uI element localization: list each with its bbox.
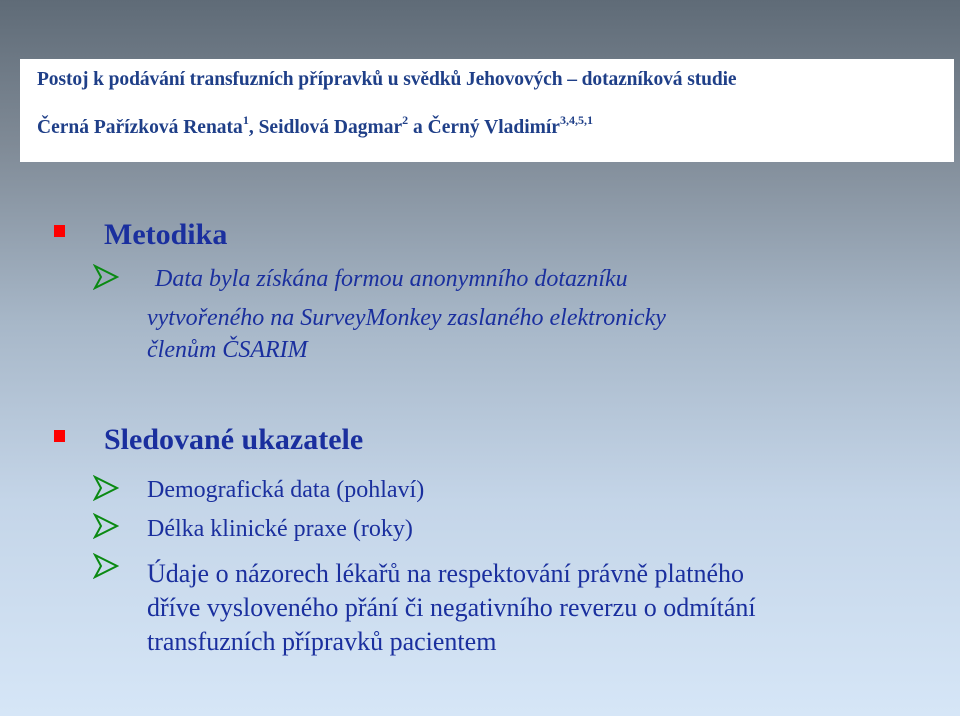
red-square-bullet-icon xyxy=(54,225,65,237)
red-square-bullet-icon xyxy=(54,430,65,442)
arrowhead-bullet-icon xyxy=(93,264,119,290)
arrowhead-bullet-icon xyxy=(93,513,119,539)
author-name: Seidlová Dagmar xyxy=(258,117,403,138)
metodika-line: vytvořeného na SurveyMonkey zaslaného elektronicky xyxy=(147,305,666,331)
author-separator: a xyxy=(408,117,428,138)
arrowhead-bullet-icon xyxy=(93,553,119,579)
section-heading-metodika: Metodika xyxy=(104,218,228,251)
study-title: Postoj k podávání transfuzních přípravků u svědků Jehovových – dotazníková studie xyxy=(37,69,737,90)
author-affiliation: 2 xyxy=(402,113,409,127)
ukazatel-line: Demografická data (pohlaví) xyxy=(147,477,425,503)
metodika-line: Data byla získána formou anonymního dotazníku xyxy=(155,266,628,292)
ukazatel-line: transfuzních přípravků pacientem xyxy=(147,627,497,656)
arrowhead-bullet-icon xyxy=(93,475,119,501)
ukazatel-line: dříve vysloveného přání či negativního reverzu o odmítání xyxy=(147,593,756,622)
author-name: Černá Pařízková Renata xyxy=(37,117,243,138)
study-authors xyxy=(37,113,593,139)
author-affiliation: 3,4,5,1 xyxy=(559,113,593,127)
metodika-line: členům ČSARIM xyxy=(147,337,308,363)
section-heading-ukazatele: Sledované ukazatele xyxy=(104,423,364,456)
study-header xyxy=(20,59,954,162)
ukazatel-line: Údaje o názorech lékařů na respektování právně platného xyxy=(147,559,745,588)
ukazatel-line: Délka klinické praxe (roky) xyxy=(147,516,413,542)
author-affiliation: 1 xyxy=(242,113,249,127)
author-separator: , xyxy=(248,117,259,138)
author-name: Černý Vladimír xyxy=(427,117,560,138)
